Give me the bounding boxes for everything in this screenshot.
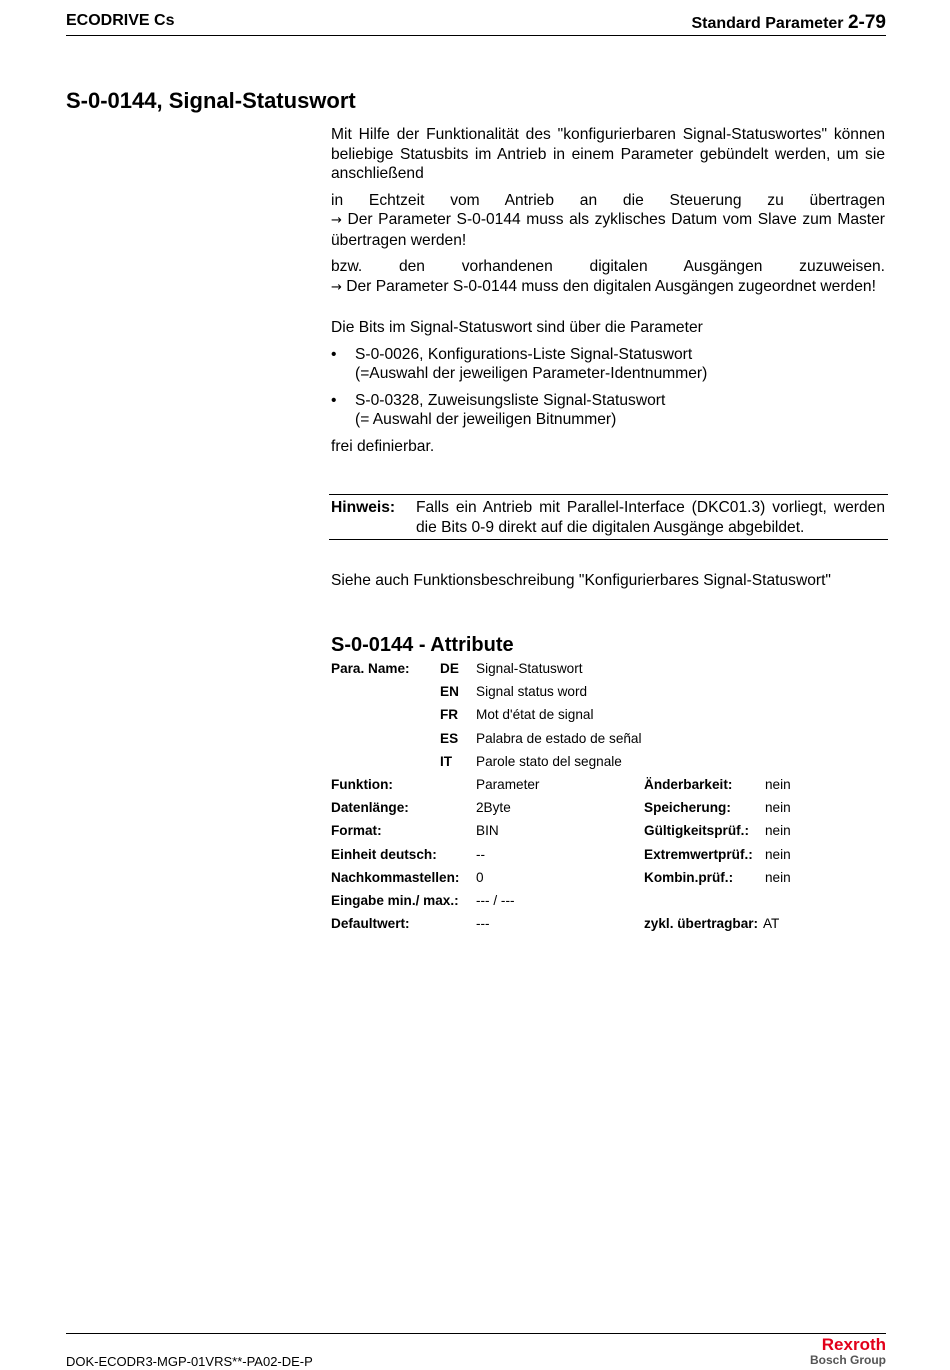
header-section [691,12,886,34]
attribute-value: --- [476,916,490,931]
attribute-value: Signal-Statuswort [476,661,583,676]
list-item: • S-0-0328, Zuweisungsliste Signal-Statuswort (= Auswahl der jeweiligen Bitnummer) [331,391,666,428]
language-code: EN [440,684,459,699]
logo-subtitle: Bosch Group [809,1353,886,1367]
attribute-value: nein [765,777,791,792]
attribute-label: Datenlänge: [331,800,409,815]
attribute-label: Gültigkeitsprüf.: [644,823,749,838]
attribute-value: 0 [476,870,484,885]
attribute-value: nein [765,870,791,885]
attribute-row [0,754,950,774]
bullet-icon: • [331,345,337,363]
attribute-label: Eingabe min./ max.: [331,893,459,908]
paragraph-definable: frei definierbar. [331,437,435,455]
header-product: ECODRIVE Cs [66,12,175,29]
attributes-heading: S-0-0144 - Attribute [331,634,514,656]
attribute-value: -- [476,847,486,862]
note-label: Hinweis: [331,499,396,516]
attribute-label: Speicherung: [644,800,731,815]
paragraph-outputs: bzw. den vorhandenen digitalen Ausgängen zuzuweisen. [331,258,885,275]
attribute-value: Parameter [476,777,540,792]
paragraph-bits: Die Bits im Signal-Statuswort sind über die Parameter [331,319,703,336]
attribute-row [0,661,950,681]
language-code: IT [440,754,453,769]
rexroth-logo [810,1336,886,1367]
list-item: • S-0-0026, Konfigurations-Liste Signal-Statuswort (=Auswahl der jeweiligen Parameter-Identnummer) [331,345,708,382]
attribute-label: Funktion: [331,777,393,792]
attribute-label: Kombin.prüf.: [644,870,734,885]
paragraph-intro: Mit Hilfe der Funktionalität des "konfigurierbaren Signal-Statuswortes" können beliebige Statusbits im Antrieb in einem Parameter gebündelt werden, um sie anschließend [331,126,885,182]
body-text [331,125,885,456]
attribute-value: nein [765,847,791,862]
attribute-row [0,800,950,820]
attribute-label: Format: [331,823,382,838]
attribute-label: Nachkommastellen: [331,870,460,885]
attribute-value: 2Byte [476,800,511,815]
attribute-value: Parole stato del segnale [476,754,622,769]
footer-divider [66,1333,886,1334]
paragraph-realtime: in Echtzeit vom Antrieb an die Steuerung zu übertragen [331,191,885,209]
paragraph-outputs-note: → Der Parameter S-0-0144 muss den digitalen Ausgängen zugeordnet werden! [331,277,876,295]
attribute-row [0,823,950,843]
page-title: S-0-0144, Signal-Statuswort [66,88,356,113]
see-also-text: Siehe auch Funktionsbeschreibung "Konfigurierbares Signal-Statuswort" [331,572,831,589]
attribute-value: Signal status word [476,684,588,699]
page-header [66,8,886,36]
header-section-title: Standard Parameter [691,15,848,32]
attribute-value: BIN [476,823,499,838]
attribute-value: nein [765,823,791,838]
document-number: DOK-ECODR3-MGP-01VRS**-PA02-DE-P [66,1354,313,1369]
attribute-row [0,707,950,727]
attribute-value: Palabra de estado de señal [476,731,642,746]
attribute-value: AT [763,916,780,931]
attribute-row [0,870,950,890]
attribute-value: --- / --- [476,893,515,908]
attribute-row [0,777,950,797]
language-code: FR [440,707,459,722]
attribute-label: Änderbarkeit: [644,777,733,792]
logo-wordmark: Rexroth [821,1335,886,1354]
attribute-value: Mot d'état de signal [476,707,594,722]
attribute-value: nein [765,800,791,815]
attribute-row [0,731,950,751]
arrow-icon: → [331,213,342,228]
attribute-label: Defaultwert: [331,916,410,931]
attribute-label: Para. Name: [331,661,410,676]
note-box [329,494,888,540]
attribute-row [0,916,950,936]
arrow-icon: → [331,279,342,295]
attribute-row [0,847,950,867]
page-number: 2-79 [847,12,886,33]
language-code: ES [440,731,459,746]
bullet-icon: • [331,391,337,409]
attribute-label: zykl. übertragbar: [644,916,759,931]
attribute-label: Einheit deutsch: [331,847,437,862]
attribute-row [0,684,950,704]
attribute-label: Extremwertprüf.: [644,847,753,862]
language-code: DE [440,661,459,676]
note-text: Falls ein Antrieb mit Parallel-Interface (DKC01.3) vorliegt, werden die Bits 0-9 direkt auf die digitalen Ausgänge abgebildet. [416,499,885,536]
attribute-row [0,893,950,913]
paragraph-realtime-note: → Der Parameter S-0-0144 muss als zyklisches Datum vom Slave zum Master übertragen werden! [331,211,885,249]
